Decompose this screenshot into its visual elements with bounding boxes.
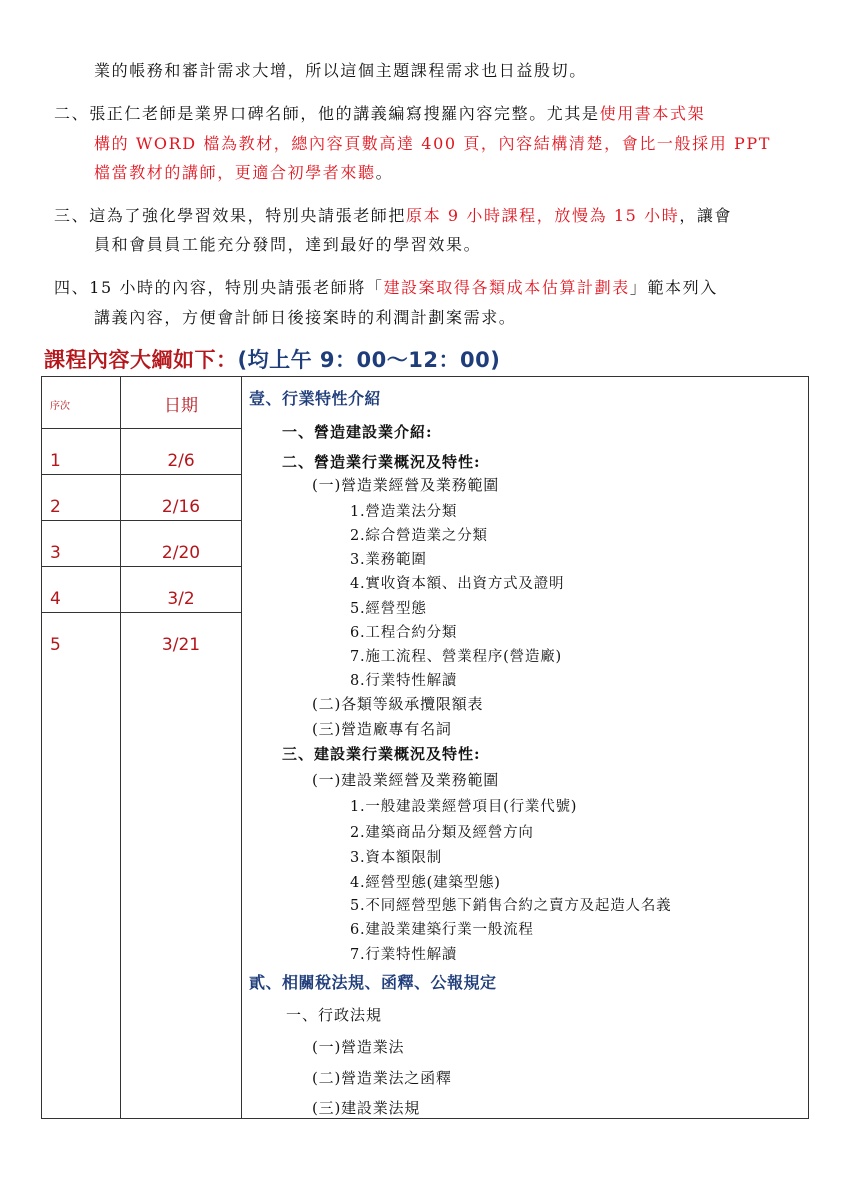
intro-item-3-highlight: 原本 9 小時課程，放慢為 15 小時 [406,206,680,225]
list-item: 5.不同經營型態下銷售合約之賣方及起造人名義 [350,898,672,914]
list-item: 3.資本額限制 [350,850,442,866]
intro-item-3-line-1 [54,205,732,227]
list-item: 4.經營型態(建築型態) [350,875,501,891]
section-2-title: 貳、相關稅法規、函釋、公報規定 [249,973,497,992]
list-item: 6.建設業建築行業一般流程 [350,922,534,938]
list-item: 2.建築商品分類及經營方向 [350,825,534,841]
intro-item-3-text: 三、這為了強化學習效果，特別央請張老師把 [54,206,407,225]
row-seq: 2 [42,475,121,521]
section-2-item-1: 一、行政法規 [286,1006,383,1024]
intro-item-2-line-3 [94,162,393,184]
section-1-item-2-sub-1: (一)營造業經營及業務範圍 [312,476,500,494]
section-1-item-2-sub-2: (二)各類等級承攬限額表 [312,695,484,713]
intro-item-4-highlight: 建設案取得各類成本估算計劃表 [383,278,630,297]
row-seq: 4 [42,567,121,613]
heading-title: 課程內容大綱如下： [44,348,238,372]
intro-item-2-line-1 [54,103,705,125]
heading-time: (均上午 9：00～12：00) [237,348,501,372]
intro-item-2-line-2: 構的 WORD 檔為教材，總內容頁數高達 400 頁，內容結構清楚，會比一般採用 PPT [94,134,772,153]
list-item: 8.行業特性解讀 [350,673,458,689]
intro-item-4-suffix: 」範本列入 [629,278,718,297]
row-seq: 3 [42,521,121,567]
intro-item-2-text: 二、張正仁老師是業界口碑名師，他的講義編寫搜羅內容完整。尤其是 [54,104,600,123]
row-seq: 5 [42,613,121,1119]
outline-content [242,377,809,1119]
section-1-item-2-sub-3: (三)營造廠專有名詞 [312,720,452,738]
row-date: 2/20 [121,521,242,567]
intro-item-3-suffix: ，讓會 [679,206,733,225]
section-1-title: 壹、行業特性介紹 [249,389,382,408]
intro-line-1: 業的帳務和審計需求大增，所以這個主題課程需求也日益殷切。 [94,61,587,80]
list-item: 6.工程合約分類 [350,625,458,641]
list-item: 1.一般建設業經營項目(行業代號) [350,799,578,815]
section-1-item-3-sub-1: (一)建設業經營及業務範圍 [312,771,500,789]
section-2-item-1-sub-1: (一)營造業法 [312,1038,405,1056]
header-seq: 序次 [42,377,121,429]
list-item: 1.營造業法分類 [350,504,458,520]
section-2-item-1-sub-3: (三)建設業法規 [312,1099,421,1117]
list-item: 2.綜合營造業之分類 [350,528,488,544]
list-item: 4.實收資本額、出資方式及證明 [350,576,565,592]
intro-item-2-highlight: 使用書本式架 [599,104,706,123]
row-date: 3/2 [121,567,242,613]
row-date: 2/16 [121,475,242,521]
row-date: 2/6 [121,429,242,475]
row-seq: 1 [42,429,121,475]
section-1-item-3: 三、建設業行業概況及特性: [282,745,481,763]
list-item: 5.經營型態 [350,601,427,617]
list-item: 7.行業特性解讀 [350,947,458,963]
intro-item-4-line-1 [54,277,718,299]
table-header-row [42,377,809,429]
intro-item-3-line-2: 員和會員員工能充分發問，達到最好的學習效果。 [94,235,482,254]
intro-item-2-highlight-end: 檔當教材的講師，更適合初學者來聽 [94,163,376,182]
intro-item-2-period: 。 [375,163,394,182]
section-2-item-1-sub-2: (二)營造業法之函釋 [312,1069,452,1087]
list-item: 7.施工流程、營業程序(營造廠) [350,649,562,665]
header-date: 日期 [121,377,242,429]
list-item: 3.業務範圍 [350,552,427,568]
course-outline-table [41,376,809,1119]
intro-item-4-text: 四、15 小時的內容，特別央請張老師將「 [54,278,384,297]
intro-item-4-line-2: 講義內容，方便會計師日後接案時的利潤計劃案需求。 [94,308,517,327]
section-1-item-2: 二、營造業行業概況及特性: [282,453,481,471]
row-date: 3/21 [121,613,242,1119]
section-1-item-1: 一、營造建設業介紹: [282,423,433,441]
course-outline-heading [44,344,500,374]
